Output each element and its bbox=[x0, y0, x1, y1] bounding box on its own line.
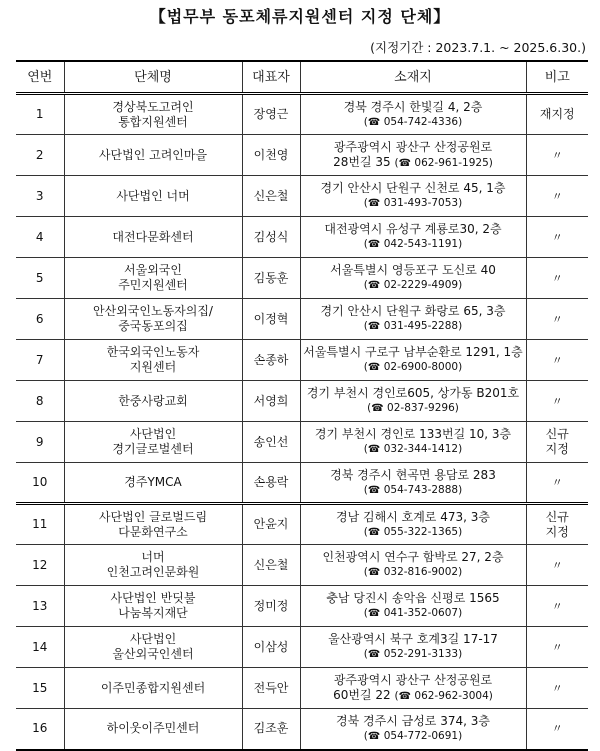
note-line: 〃 bbox=[551, 558, 563, 572]
note-cell bbox=[526, 586, 588, 627]
phone-number: 052-291-3133 bbox=[383, 648, 459, 660]
row-number: 9 bbox=[16, 422, 64, 463]
phone-number: 031-493-7053 bbox=[383, 197, 459, 209]
table-row bbox=[16, 94, 588, 135]
org-name-line: 울산외국인센터 bbox=[112, 647, 194, 661]
org-name-cell bbox=[64, 381, 242, 422]
telephone-icon: ☎ bbox=[367, 730, 381, 742]
column-header-number: 연번 bbox=[16, 61, 64, 94]
table-row bbox=[16, 422, 588, 463]
telephone-icon: ☎ bbox=[371, 403, 384, 414]
telephone-icon: ☎ bbox=[367, 321, 381, 332]
note-line: 지정 bbox=[545, 524, 569, 539]
row-number: 12 bbox=[16, 545, 64, 586]
phone-line: (☎ 02-837-9296) bbox=[367, 402, 459, 414]
note-line: 〃 bbox=[551, 476, 563, 489]
note-line: 신규 bbox=[545, 509, 569, 524]
phone-line: (☎ 031-495-2288) bbox=[363, 320, 463, 332]
phone-number: 054-743-2888 bbox=[383, 483, 459, 496]
org-name-cell bbox=[64, 176, 242, 217]
note-cell bbox=[526, 381, 588, 422]
telephone-icon: ☎ bbox=[367, 280, 381, 291]
phone-line: (☎ 02-2229-4909) bbox=[363, 279, 463, 291]
representative: 신은철 bbox=[242, 176, 300, 217]
row-number: 11 bbox=[16, 504, 64, 545]
org-name-line: 중국동포의집 bbox=[118, 319, 188, 333]
note-cell bbox=[526, 709, 588, 750]
row-number: 8 bbox=[16, 381, 64, 422]
address-cell bbox=[300, 586, 526, 627]
note-line: 지정 bbox=[545, 442, 569, 456]
address-cell bbox=[300, 668, 526, 709]
note-line: 〃 bbox=[551, 681, 563, 695]
org-name-cell bbox=[64, 463, 242, 504]
row-number: 13 bbox=[16, 586, 64, 627]
address-cell bbox=[300, 627, 526, 668]
table-row bbox=[16, 627, 588, 668]
representative: 정미정 bbox=[242, 586, 300, 627]
phone-line: (☎ 054-742-4336) bbox=[363, 115, 463, 128]
org-name-line: 지원센터 bbox=[129, 360, 177, 374]
note-cell bbox=[526, 545, 588, 586]
note-cell bbox=[526, 258, 588, 299]
row-number: 14 bbox=[16, 627, 64, 668]
phone-line: (☎ 02-6900-8000) bbox=[363, 361, 463, 373]
representative: 김동훈 bbox=[242, 258, 300, 299]
representative: 김성식 bbox=[242, 217, 300, 258]
address-cell bbox=[300, 299, 526, 340]
org-name-cell bbox=[64, 340, 242, 381]
phone-number: 02-837-9296 bbox=[387, 402, 455, 414]
table-row bbox=[16, 586, 588, 627]
telephone-icon: ☎ bbox=[367, 484, 381, 496]
phone-line: (☎ 042-543-1191) bbox=[363, 238, 463, 250]
note-cell bbox=[526, 340, 588, 381]
row-number: 4 bbox=[16, 217, 64, 258]
org-name-cell bbox=[64, 258, 242, 299]
phone-number: 054-742-4336 bbox=[383, 115, 459, 128]
note-cell bbox=[526, 668, 588, 709]
telephone-icon: ☎ bbox=[367, 198, 381, 209]
org-name-line: 하이웃이주민센터 bbox=[106, 721, 200, 736]
org-name-line: 한중사랑교회 bbox=[118, 393, 188, 408]
note-cell bbox=[526, 463, 588, 504]
address-line: 울산광역시 북구 호계3길 17-17 bbox=[328, 632, 498, 646]
address-line: 경기 부천시 경인로605, 상가동 B201호 bbox=[306, 386, 520, 400]
phone-line: (☎ 062-961-1925) bbox=[394, 156, 493, 169]
representative: 장영근 bbox=[242, 94, 300, 135]
row-number: 1 bbox=[16, 94, 64, 135]
org-name-cell bbox=[64, 135, 242, 176]
row-number: 16 bbox=[16, 709, 64, 750]
telephone-icon: ☎ bbox=[398, 157, 412, 169]
address-line: 경북 경주시 현곡면 용담로 283 bbox=[330, 467, 496, 482]
note-cell bbox=[526, 627, 588, 668]
row-number: 15 bbox=[16, 668, 64, 709]
org-name-line: 서울외국인 bbox=[124, 263, 182, 277]
document-title: 【법무부 동포체류지원센터 지정 단체】 bbox=[149, 7, 451, 26]
phone-line: (☎ 041-352-0607) bbox=[363, 607, 463, 619]
org-name-cell bbox=[64, 94, 242, 135]
address-line: 경기 부천시 경인로 133번길 10, 3층 bbox=[314, 427, 512, 441]
table-row bbox=[16, 217, 588, 258]
org-name-line: 사단법인 bbox=[129, 427, 177, 441]
org-name-line: 경주YMCA bbox=[124, 475, 182, 489]
telephone-icon: ☎ bbox=[367, 362, 381, 373]
address-line-text: 60번길 22 bbox=[333, 687, 391, 702]
telephone-icon: ☎ bbox=[398, 690, 412, 702]
designation-period: (지정기간 : 2023.7.1. ~ 2025.6.30.) bbox=[370, 40, 586, 55]
note-line: 재지정 bbox=[539, 107, 575, 121]
column-header-representative: 대표자 bbox=[242, 61, 300, 94]
representative: 김조훈 bbox=[242, 709, 300, 750]
table-row bbox=[16, 340, 588, 381]
address-line: 광주광역시 광산구 산정공원로 bbox=[333, 672, 493, 687]
org-name-cell bbox=[64, 627, 242, 668]
phone-line: (☎ 031-493-7053) bbox=[363, 197, 463, 209]
org-name-line: 통합지원센터 bbox=[118, 114, 188, 129]
row-number: 3 bbox=[16, 176, 64, 217]
telephone-icon: ☎ bbox=[367, 526, 381, 538]
note-line: 〃 bbox=[551, 599, 563, 613]
representative: 전득안 bbox=[242, 668, 300, 709]
phone-number: 032-344-1412 bbox=[383, 443, 459, 455]
address-cell bbox=[300, 217, 526, 258]
table-row bbox=[16, 709, 588, 750]
column-header-org-name: 단체명 bbox=[64, 61, 242, 94]
telephone-icon: ☎ bbox=[367, 649, 381, 660]
address-cell bbox=[300, 545, 526, 586]
org-name-line: 사단법인 반딧불 bbox=[110, 591, 196, 605]
note-line: 〃 bbox=[551, 640, 563, 654]
table-row bbox=[16, 668, 588, 709]
phone-line: (☎ 032-816-9002) bbox=[363, 566, 463, 578]
note-cell bbox=[526, 504, 588, 545]
phone-line: (☎ 052-291-3133) bbox=[363, 648, 463, 660]
representative: 안윤지 bbox=[242, 504, 300, 545]
address-cell bbox=[300, 504, 526, 545]
org-name-line: 나눔복지재단 bbox=[118, 606, 188, 620]
phone-number: 062-962-3004 bbox=[414, 689, 489, 702]
representative: 손용락 bbox=[242, 463, 300, 504]
org-name-line: 경기글로벌센터 bbox=[112, 442, 194, 456]
address-line: 충남 당진시 송악읍 신평로 1565 bbox=[326, 591, 500, 605]
representative: 손종하 bbox=[242, 340, 300, 381]
note-line: 〃 bbox=[551, 271, 563, 285]
phone-number: 02-2229-4909 bbox=[383, 279, 459, 291]
org-name-line: 사단법인 글로벌드림 bbox=[98, 509, 208, 524]
org-name-line: 경상북도고려인 bbox=[112, 99, 194, 114]
org-name-line: 안산외국인노동자의집/ bbox=[93, 304, 213, 318]
table-header-row bbox=[16, 61, 588, 94]
address-cell bbox=[300, 381, 526, 422]
phone-number: 041-352-0607 bbox=[383, 607, 459, 619]
address-line: 대전광역시 유성구 계룡로30, 2층 bbox=[324, 222, 502, 236]
phone-line: (☎ 055-322-1365) bbox=[363, 525, 463, 538]
address-cell bbox=[300, 709, 526, 750]
address-cell bbox=[300, 135, 526, 176]
address-line: 서울특별시 영등포구 도신로 40 bbox=[330, 263, 496, 277]
row-number: 6 bbox=[16, 299, 64, 340]
org-name-line: 사단법인 너머 bbox=[116, 188, 190, 203]
table-row bbox=[16, 299, 588, 340]
address-line: 경기 안산시 단원구 화랑로 65, 3층 bbox=[320, 304, 506, 318]
note-line: 신규 bbox=[545, 427, 569, 441]
org-name-cell bbox=[64, 668, 242, 709]
address-line: 경남 김해시 호계로 473, 3층 bbox=[336, 509, 490, 524]
row-number: 5 bbox=[16, 258, 64, 299]
representative: 이정혁 bbox=[242, 299, 300, 340]
org-name-line: 사단법인 고려인마을 bbox=[98, 147, 208, 162]
org-name-line: 대전다문화센터 bbox=[112, 229, 194, 244]
org-name-cell bbox=[64, 217, 242, 258]
address-line: 광주광역시 광산구 산정공원로 bbox=[333, 139, 493, 154]
note-line: 〃 bbox=[551, 230, 563, 244]
representative: 서영희 bbox=[242, 381, 300, 422]
note-line: 〃 bbox=[551, 189, 563, 203]
phone-number: 032-816-9002 bbox=[383, 566, 459, 578]
row-number: 2 bbox=[16, 135, 64, 176]
org-name-cell bbox=[64, 422, 242, 463]
table-body bbox=[16, 94, 588, 750]
address-line: 경북 경주시 금성로 374, 3층 bbox=[336, 713, 490, 728]
address-line: 경기 안산시 단원구 신천로 45, 1층 bbox=[320, 181, 506, 195]
table-row bbox=[16, 381, 588, 422]
note-line: 〃 bbox=[551, 148, 563, 162]
note-cell bbox=[526, 299, 588, 340]
org-name-cell bbox=[64, 545, 242, 586]
phone-number: 02-6900-8000 bbox=[383, 361, 459, 373]
address-cell bbox=[300, 422, 526, 463]
table-row bbox=[16, 545, 588, 586]
note-cell bbox=[526, 94, 588, 135]
phone-line: (☎ 054-743-2888) bbox=[363, 483, 463, 496]
table-row bbox=[16, 135, 588, 176]
org-name-cell bbox=[64, 504, 242, 545]
telephone-icon: ☎ bbox=[367, 567, 381, 578]
note-line: 〃 bbox=[551, 312, 563, 326]
table-row bbox=[16, 463, 588, 504]
note-line: 〃 bbox=[551, 394, 563, 408]
designated-organizations-table bbox=[16, 60, 588, 751]
org-name-line: 이주민종합지원센터 bbox=[100, 680, 206, 695]
address-line bbox=[303, 688, 524, 704]
table-row bbox=[16, 504, 588, 545]
representative: 이천영 bbox=[242, 135, 300, 176]
phone-line: (☎ 054-772-0691) bbox=[363, 729, 463, 742]
org-name-cell bbox=[64, 299, 242, 340]
org-name-line: 주민지원센터 bbox=[118, 278, 188, 292]
address-line: 서울특별시 구로구 남부순환로 1291, 1층 bbox=[303, 345, 523, 359]
org-name-line: 사단법인 bbox=[129, 632, 177, 646]
note-cell bbox=[526, 422, 588, 463]
org-name-line: 인천고려인문화원 bbox=[106, 565, 200, 579]
phone-number: 054-772-0691 bbox=[383, 729, 459, 742]
address-cell bbox=[300, 340, 526, 381]
phone-number: 062-961-1925 bbox=[414, 156, 489, 169]
telephone-icon: ☎ bbox=[367, 239, 381, 250]
address-line-text: 28번길 35 bbox=[333, 154, 391, 169]
address-cell bbox=[300, 463, 526, 504]
note-cell bbox=[526, 135, 588, 176]
table-row bbox=[16, 176, 588, 217]
telephone-icon: ☎ bbox=[367, 116, 381, 128]
column-header-note: 비고 bbox=[526, 61, 588, 94]
telephone-icon: ☎ bbox=[367, 444, 381, 455]
representative: 송인선 bbox=[242, 422, 300, 463]
address-line: 경북 경주시 한빛길 4, 2층 bbox=[343, 99, 483, 114]
note-cell bbox=[526, 176, 588, 217]
org-name-cell bbox=[64, 709, 242, 750]
address-cell bbox=[300, 94, 526, 135]
row-number: 7 bbox=[16, 340, 64, 381]
representative: 신은철 bbox=[242, 545, 300, 586]
note-line: 〃 bbox=[551, 353, 563, 367]
table-row bbox=[16, 258, 588, 299]
phone-line: (☎ 032-344-1412) bbox=[363, 443, 463, 455]
telephone-icon: ☎ bbox=[367, 608, 381, 619]
address-cell bbox=[300, 176, 526, 217]
phone-number: 031-495-2288 bbox=[383, 320, 459, 332]
address-line: 인천광역시 연수구 함박로 27, 2층 bbox=[322, 550, 504, 564]
row-number: 10 bbox=[16, 463, 64, 504]
note-line: 〃 bbox=[551, 722, 563, 736]
address-line bbox=[303, 155, 524, 171]
org-name-line: 한국외국인노동자 bbox=[106, 345, 200, 359]
phone-number: 055-322-1365 bbox=[383, 525, 459, 538]
phone-line: (☎ 062-962-3004) bbox=[394, 689, 493, 702]
note-cell bbox=[526, 217, 588, 258]
org-name-cell bbox=[64, 586, 242, 627]
phone-number: 042-543-1191 bbox=[383, 238, 459, 250]
address-cell bbox=[300, 258, 526, 299]
column-header-address: 소재지 bbox=[300, 61, 526, 94]
representative: 이삼성 bbox=[242, 627, 300, 668]
org-name-line: 너머 bbox=[141, 550, 165, 564]
org-name-line: 다문화연구소 bbox=[118, 524, 188, 539]
